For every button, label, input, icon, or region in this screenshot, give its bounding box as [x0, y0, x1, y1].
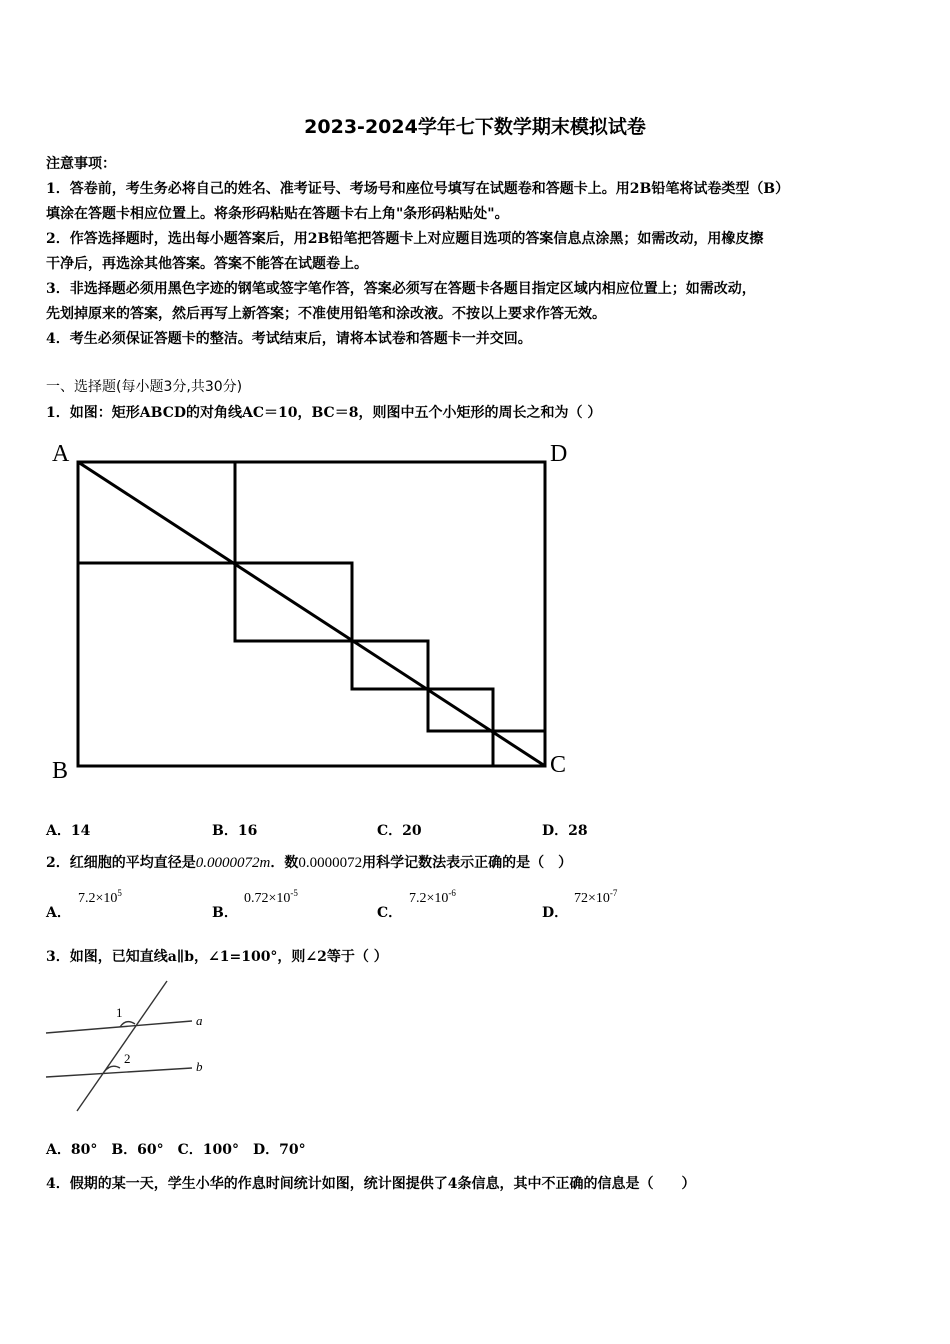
notes-line: 1．答卷前，考生务必将自己的姓名、准考证号、考场号和座位号填写在试题卷和答题卡上。用2B铅笔将试卷类型（B） — [46, 181, 790, 197]
q1-option-d: D．28 — [542, 823, 588, 839]
q2-option-b-letter: B． — [212, 905, 238, 921]
notes-line: 4．考生必须保证答题卡的整洁。考试结束后，请将本试卷和答题卡一并交回。 — [46, 331, 532, 347]
line-b — [46, 1068, 192, 1077]
q1-option-c: C．20 — [377, 823, 422, 839]
q2-option-a-value: $7.2\times 10^5$ — [78, 888, 122, 906]
line-a-label: a — [196, 1013, 203, 1028]
section-heading: 一、选择题(每小题3分,共30分) — [46, 379, 243, 395]
q2-option-d-letter: D． — [542, 905, 569, 921]
notes-line: 2．作答选择题时，选出每小题答案后，用2B铅笔把答题卡上对应题目选项的答案信息点涂黑；如需改动，用橡皮擦 — [46, 231, 764, 247]
q2-text-before: 2．红细胞的平均直径是 — [46, 855, 196, 871]
angle-2-label: 2 — [124, 1051, 131, 1066]
q2-option-b-value: $0.72\times 10^{-5}$ — [244, 888, 298, 906]
q2-option-a-letter: A． — [46, 905, 71, 921]
notes-line: 干净后，再选涂其他答案。答案不能答在试题卷上。 — [46, 256, 368, 272]
q3-options: A．80° B．60° C．100° D．70° — [46, 1142, 306, 1158]
question-4-text: 4．假期的某一天，学生小华的作息时间统计如图，统计图提供了4条信息，其中不正确的信息是（ ） — [46, 1176, 696, 1192]
question-3-text: 3．如图，已知直线a∥b，∠1=100°，则∠2等于（ ） — [46, 949, 388, 965]
angle-1-label: 1 — [116, 1005, 123, 1020]
vertex-label-a: A — [52, 441, 70, 467]
q2-value: 0.0000072 — [298, 855, 363, 871]
q2-option-d-value: $72\times 10^{-7}$ — [574, 888, 618, 906]
q1-option-b: B．16 — [212, 823, 258, 839]
parallel-lines-diagram — [40, 975, 220, 1115]
angle-2-arc — [104, 1066, 120, 1072]
notes-heading: 注意事项： — [46, 156, 116, 172]
diagonal-ac — [78, 462, 545, 766]
q2-text-mid: ．数 — [270, 855, 299, 871]
q1-option-a: A．14 — [46, 823, 91, 839]
notes-line: 填涂在答题卡相应位置上。将条形码粘贴在答题卡右上角"条形码粘贴处"。 — [46, 206, 509, 222]
q2-text-after: 用科学记数法表示正确的是（ ） — [362, 855, 573, 871]
question-1-text: 1．如图：矩形ABCD的对角线AC＝10，BC＝8，则图中五个小矩形的周长之和为（ ） — [46, 405, 602, 421]
vertex-label-c: C — [550, 752, 567, 778]
transversal — [77, 981, 167, 1111]
question-2-text — [46, 852, 572, 872]
rectangle-diagram — [40, 435, 600, 785]
notes-line: 3．非选择题必须用黑色字迹的钢笔或签字笔作答，答案必须写在答题卡各题目指定区域内相应位置上；如需改动， — [46, 281, 756, 297]
vertex-label-b: B — [52, 758, 69, 784]
notes-line: 先划掉原来的答案，然后再写上新答案；不准使用铅笔和涂改液。不按以上要求作答无效。 — [46, 306, 606, 322]
q2-value-m: 0.0000072m — [195, 855, 271, 871]
line-b-label: b — [196, 1059, 203, 1074]
q2-option-c-value: $7.2\times 10^{-6}$ — [409, 888, 456, 906]
vertex-label-d: D — [550, 441, 568, 467]
exam-title: 2023-2024学年七下数学期末模拟试卷 — [304, 116, 646, 138]
line-a — [46, 1021, 192, 1033]
q2-option-c-letter: C． — [377, 905, 403, 921]
